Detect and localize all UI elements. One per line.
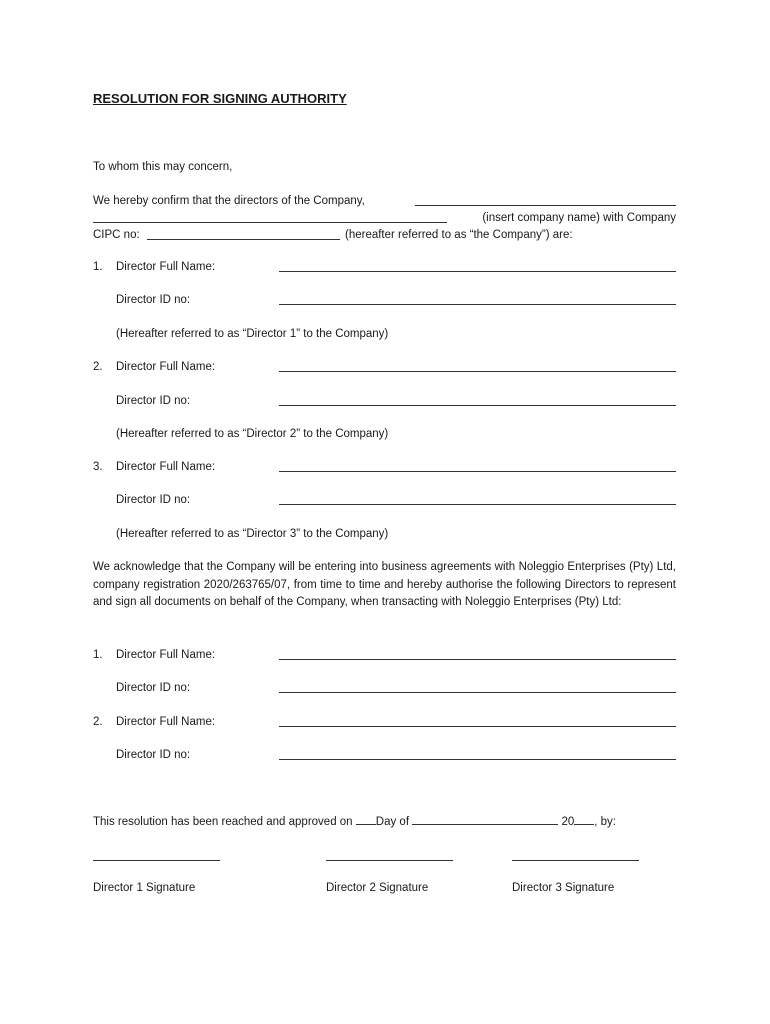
director-1-name-field[interactable]	[279, 271, 676, 272]
company-name-field-2[interactable]	[93, 211, 447, 223]
confirm-text-3: (hereafter referred to as “the Company”) are:	[345, 229, 573, 241]
authorised-2-id-field[interactable]	[279, 759, 676, 760]
item-number: 1.	[93, 261, 103, 273]
item-number: 1.	[93, 649, 103, 661]
cipc-label: CIPC no:	[93, 229, 140, 241]
director-full-name-label: Director Full Name:	[116, 361, 216, 373]
year-prefix: 20	[561, 816, 575, 828]
director-id-label: Director ID no:	[116, 294, 191, 306]
director-2-id-field[interactable]	[279, 405, 676, 406]
authorised-2-id-row	[93, 746, 676, 764]
authorised-1-name-row	[93, 646, 676, 664]
authorised-1-id-row	[93, 679, 676, 697]
director-id-label: Director ID no:	[116, 395, 191, 407]
director-3-name-row	[93, 458, 676, 476]
acknowledge-paragraph: We acknowledge that the Company will be entering into business agreements with Noleggio Enterprises (Pty) Ltd, company registration 2020/263765/07, from time to time and hereby authorise the following Directors to represent and sign all documents on behalf of the Company, when transacting with Noleggio Enterprises (Pty) Ltd:	[93, 561, 676, 608]
director-full-name-label: Director Full Name:	[116, 261, 216, 273]
authorised-2-name-row	[93, 713, 676, 731]
director-2-name-field[interactable]	[279, 371, 676, 372]
director-3-id-row	[93, 491, 676, 509]
director-2-signature-field[interactable]	[326, 860, 453, 861]
director-full-name-label: Director Full Name:	[116, 716, 216, 728]
authorised-1-id-field[interactable]	[279, 692, 676, 693]
director-2-name-row	[93, 358, 676, 376]
item-number: 2.	[93, 716, 103, 728]
day-field[interactable]	[356, 813, 376, 825]
director-3-signature-label: Director 3 Signature	[512, 882, 615, 894]
resolution-text: This resolution has been reached and approved on	[93, 816, 353, 828]
director-1-id-row	[93, 291, 676, 309]
director-1-note: (Hereafter referred to as “Director 1” to the Company)	[116, 328, 389, 340]
director-2-id-row	[93, 392, 676, 410]
director-3-signature-field[interactable]	[512, 860, 639, 861]
cipc-field[interactable]	[147, 228, 340, 240]
director-id-label: Director ID no:	[116, 682, 191, 694]
director-3-note: (Hereafter referred to as “Director 3” to the Company)	[116, 528, 389, 540]
year-field[interactable]	[574, 813, 594, 825]
confirm-line-1	[93, 192, 676, 210]
confirm-text-2: (insert company name) with Company	[482, 212, 676, 224]
director-2-note: (Hereafter referred to as “Director 2” to the Company)	[116, 428, 389, 440]
director-3-id-field[interactable]	[279, 504, 676, 505]
confirm-text-1: We hereby confirm that the directors of the Company,	[93, 195, 365, 207]
resolution-line	[93, 813, 676, 831]
item-number: 2.	[93, 361, 103, 373]
by-text: , by:	[594, 816, 616, 828]
day-of-text: Day of	[375, 816, 410, 828]
document-title: RESOLUTION FOR SIGNING AUTHORITY	[93, 91, 347, 106]
director-1-name-row	[93, 258, 676, 276]
director-2-signature-label: Director 2 Signature	[326, 882, 429, 894]
authorised-1-name-field[interactable]	[279, 659, 676, 660]
month-field[interactable]	[412, 813, 558, 825]
company-name-field-1[interactable]	[415, 194, 676, 206]
director-id-label: Director ID no:	[116, 494, 191, 506]
director-1-signature-label: Director 1 Signature	[93, 882, 196, 894]
director-full-name-label: Director Full Name:	[116, 649, 216, 661]
greeting: To whom this may concern,	[93, 161, 233, 173]
director-1-signature-field[interactable]	[93, 860, 220, 861]
director-1-id-field[interactable]	[279, 304, 676, 305]
director-3-name-field[interactable]	[279, 471, 676, 472]
item-number: 3.	[93, 461, 103, 473]
director-full-name-label: Director Full Name:	[116, 461, 216, 473]
director-id-label: Director ID no:	[116, 749, 191, 761]
authorised-2-name-field[interactable]	[279, 726, 676, 727]
